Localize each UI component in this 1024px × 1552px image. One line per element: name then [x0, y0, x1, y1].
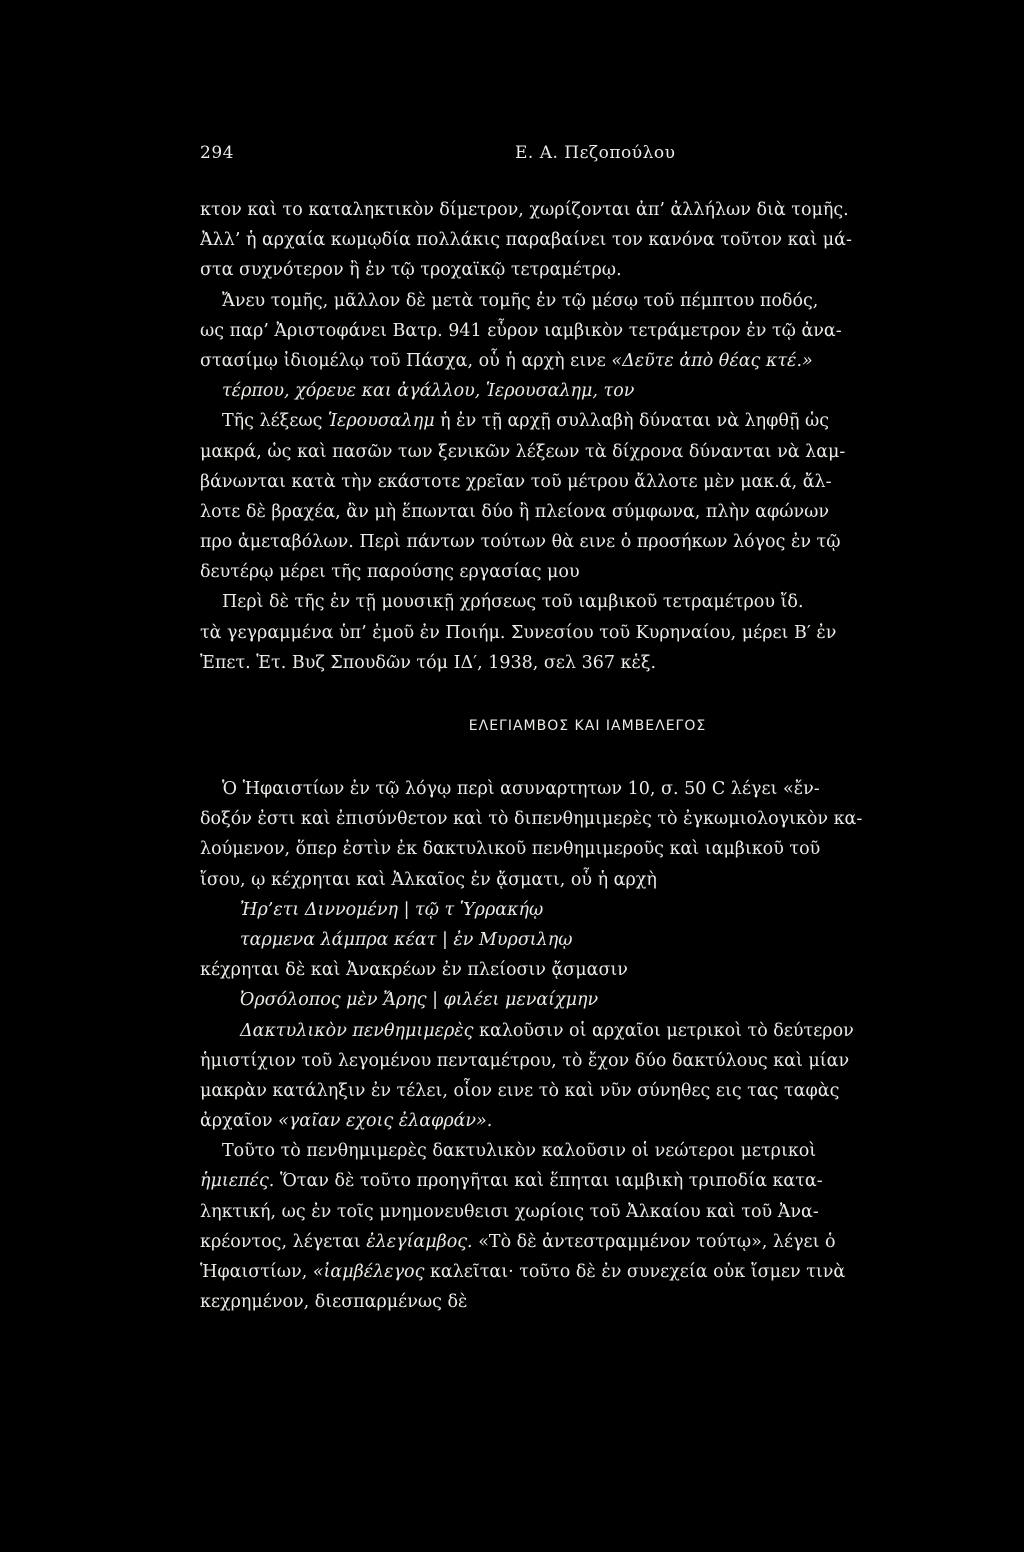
text-line: Τοῦτο τὸ πενθημιμερὲς δακτυλικὸν καλοῦσιν οἱ νεώτεροι μετρικοὶ [222, 1141, 817, 1162]
italic-term: ἡμιεπές. [200, 1171, 275, 1192]
section-heading: ΕΛΕΓΙΑΜΒΟΣ ΚΑΙ ΙΑΜΒΕΛΕΓΟΣ [468, 718, 707, 734]
text-line: ἡμιστίχιον τοῦ λεγομένου πενταμέτρου, τὸ ἔχον δύο δακτύλους καὶ μίαν [200, 1050, 850, 1071]
quoted-incipit: «Δεῦτε ἀπὸ θέας κτέ.» [611, 350, 813, 371]
text-line: Περὶ δὲ τῆς ἐν τῇ μουσικῇ χρήσεως τοῦ ιαμβικοῦ τετραμέτρου ἴδ. [222, 592, 804, 613]
text-line: μακρά, ὡς καὶ πασῶν των ξενικῶν λέξεων τὰ δίχρονα δύνανται νὰ λαμ- [200, 441, 846, 462]
text-line: Ὁ Ἡφαιστίων ἐν τῷ λόγῳ περὶ ασυναρτητων 10, σ. 50 C λέγει «ἔν- [222, 779, 820, 799]
text-run: Τῆς λέξεως [222, 411, 329, 432]
text-line: κτον καὶ το καταληκτικὸν δίμετρον, χωρίζονται ἀπ’ ἀλλήλων διὰ τομῆς. [200, 200, 849, 220]
text-line: κέχρηται δὲ καὶ Ἀνακρέων ἐν πλείοσιν ᾄσμασιν [200, 960, 628, 981]
text-line: ληκτική, ως ἐν τοῖς μνημονευθεισι χωρίοις τοῦ Ἀλκαίου καὶ τοῦ Ἀνα- [200, 1201, 819, 1222]
text-line: Ἄνευ τομῆς, μᾶλλον δὲ μετὰ τομῆς ἐν τῷ μέσῳ τοῦ πέμπτου ποδός, [222, 290, 819, 311]
text-line: λοτε δὲ βραχέα, ἂν μὴ ἕπωνται δύο ἢ πλείονα σύμφωνα, πλὴν αφώνων [200, 501, 830, 522]
text-line [200, 346, 945, 376]
italic-term: «ἰαμβέλεγος [312, 1262, 425, 1282]
text-line [200, 1016, 945, 1046]
text-line [200, 1227, 945, 1257]
text-line: προ ἀμεταβόλων. Περὶ πάντων τούτων θὰ εινε ὁ προσήκων λόγος ἐν τῷ [200, 532, 841, 553]
text-line [200, 1257, 945, 1287]
text-line: ως παρ’ Ἀριστοφάνει Βατρ. 941 εὗρον ιαμβικὸν τετράμετρον ἐν τῷ ἀνα- [200, 320, 842, 341]
text-line [200, 1106, 945, 1136]
text-run: «Τὸ δὲ ἀντεστραμμένον τούτῳ», λέγει ὁ [472, 1231, 836, 1252]
quoted-verse: Ὀρσόλοπος μὲν Ἄρης | φιλέει μεναίχμην [240, 990, 599, 1011]
text-line: στα συχνότερον ἢ ἐν τῷ τροχαϊκῷ τετραμέτρῳ. [200, 260, 622, 281]
italic-term: ἐλεγίαμβος. [366, 1231, 473, 1252]
text-run: καλεῖται· τοῦτο δὲ ἐν συνεχεία οὐκ ἴσμεν τινὰ [424, 1262, 846, 1282]
body-text [200, 195, 945, 1317]
quoted-verse: τέρπου, χόρευε και ἀγάλλου, Ἱερουσαλημ, τον [222, 381, 635, 402]
text-run: ἡ ἐν τῇ αρχῇ συλλαβὴ δύναται νὰ ληφθῇ ὡς [434, 411, 830, 432]
text-line: δοξόν ἐστι καὶ ἐπισύνθετον καὶ τὸ διπενθημιμερὲς τὸ ἐγκωμιολογικὸν κα- [200, 809, 863, 830]
text-line: Ἐπετ. Ἑτ. Βυζ Σπουδῶν τόμ ΙΔ′, 1938, σελ 367 κἑξ. [200, 652, 657, 673]
text-line: λούμενον, ὅπερ ἐστὶν ἐκ δακτυλικοῦ πενθημιμεροῦς καὶ ιαμβικοῦ τοῦ [200, 839, 821, 860]
text-run: Ὅταν δὲ τοῦτο προηγῆται καὶ ἕπηται ιαμβικὴ τριποδία κατα- [274, 1171, 823, 1192]
text-run: καλοῦσιν οἱ αρχαῖοι μετρικοὶ τὸ δεύτερον [473, 1020, 854, 1041]
text-line: τὰ γεγραμμένα ὑπ’ ἐμοῦ ἐν Ποιήμ. Συνεσίου τοῦ Κυρηναίου, μέρει Β′ ἐν [200, 622, 837, 643]
text-line: κεχρημένον, διεσπαρμένως δὲ [200, 1292, 468, 1313]
text-run: ἀρχαῖον [200, 1111, 279, 1132]
text-run: κρέοντος, λέγεται [200, 1231, 367, 1252]
text-line: δευτέρῳ μέρει τῆς παρούσης εργασίας μου [200, 562, 580, 583]
italic-word: Ἱερουσαλημ [328, 411, 435, 432]
quoted-verse: Ἠρ’ετι Διννομένη | τῷ τ Ὑρρακήῳ [240, 899, 544, 920]
text-line [200, 1166, 945, 1196]
running-head: Ε. Α. Πεζοπούλου [515, 143, 676, 163]
text-run: στασίμῳ ἰδιομέλῳ τοῦ Πάσχα, οὗ ἡ αρχὴ εινε [200, 350, 612, 371]
page-header [200, 143, 940, 169]
text-line: Ἀλλ’ ἡ αρχαία κωμῳδία πολλάκις παραβαίνει τον κανόνα τοῦτον καὶ μά- [200, 230, 852, 251]
italic-term: Δακτυλικὸν πενθημιμερὲς [240, 1020, 474, 1041]
text-line: μακρὰν κατάληξιν ἐν τέλει, οἷον εινε τὸ καὶ νῦν σύνηθες εις τας ταφὰς [200, 1080, 840, 1101]
quoted-verse: ταρμενα λάμπρα κέατ | ἐν Μυρσιληῳ [240, 929, 573, 950]
italic-quote: «γαῖαν εχοις ἐλαφράν». [278, 1111, 493, 1132]
text-line: βάνωνται κατὰ τὴν εκάστοτε χρεῖαν τοῦ μέτρου ἄλλοτε μὲν μακ.ά, ἄλ- [200, 471, 832, 492]
text-line: ἴσου, ῳ κέχρηται καὶ Ἀλκαῖος ἐν ᾄσματι, οὗ ἡ αρχὴ [200, 869, 657, 890]
page-number: 294 [200, 143, 234, 163]
text-run: Ἡφαιστίων, [200, 1262, 313, 1282]
text-line [200, 406, 945, 436]
